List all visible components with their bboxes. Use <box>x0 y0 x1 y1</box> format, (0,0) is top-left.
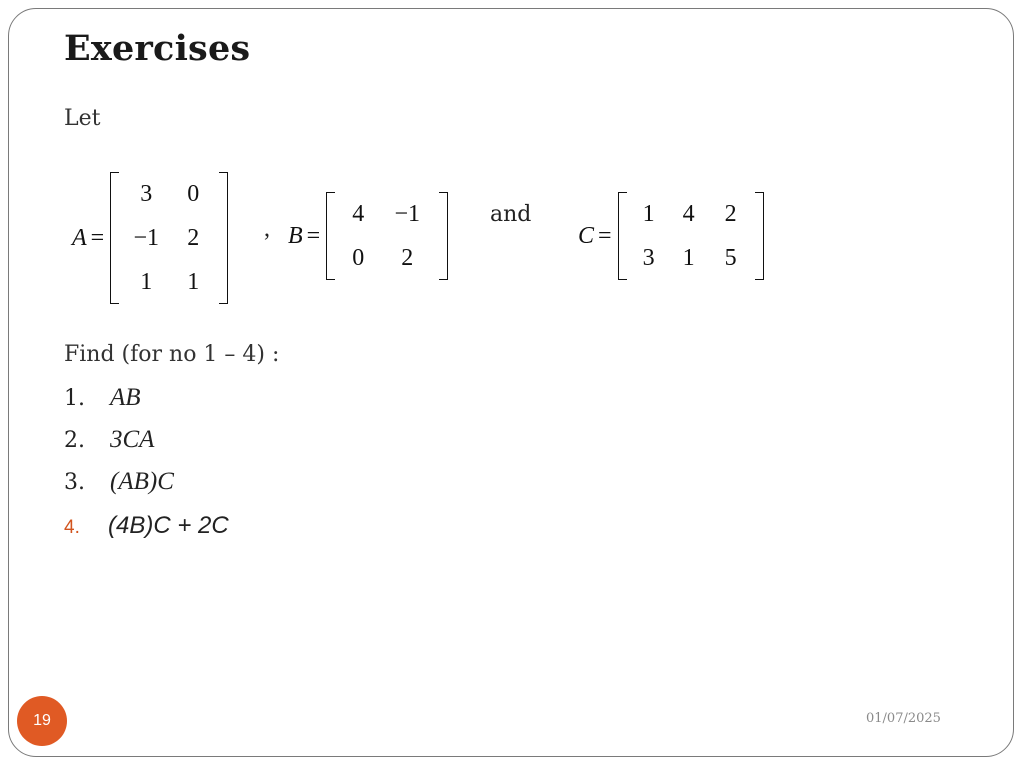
question-item <box>64 426 154 454</box>
matrix-c <box>618 192 764 280</box>
matrix-c-name: C <box>578 222 595 249</box>
matrix-c-equation <box>578 192 764 280</box>
question-number: 3. <box>64 470 85 495</box>
matrix-b-cell: 0 <box>352 245 365 271</box>
matrix-b-cell: 4 <box>352 201 365 227</box>
matrix-b-equation <box>288 192 448 280</box>
slide-frame <box>8 8 1014 757</box>
matrix-a-equation <box>72 172 228 304</box>
matrix-a-cell: 2 <box>187 225 200 251</box>
question-item <box>64 384 141 412</box>
and-word: and <box>490 202 532 227</box>
matrix-c-cell: 1 <box>642 201 655 227</box>
matrix-c-cell: 1 <box>682 245 695 271</box>
matrix-b-cell: −1 <box>394 201 420 227</box>
matrix-c-cell: 2 <box>724 201 737 227</box>
matrix-b <box>326 192 448 280</box>
matrix-a-cell: 1 <box>140 269 153 295</box>
matrix-a-name: A <box>72 224 87 251</box>
question-expression: AB <box>110 384 141 411</box>
question-number: 4. <box>64 517 80 538</box>
question-expression: 3CA <box>110 426 155 453</box>
matrix-a-cell: −1 <box>133 225 159 251</box>
page-number-badge: 19 <box>17 696 67 746</box>
question-expression: (4B)C + 2C <box>108 512 229 539</box>
intro-text: Let <box>64 106 101 131</box>
find-prompt: Find (for no 1 – 4) : <box>64 342 280 367</box>
equals-sign: = <box>598 222 612 249</box>
separator-comma: , <box>264 216 270 242</box>
matrix-b-cell: 2 <box>401 245 414 271</box>
slide-date: 01/07/2025 <box>866 711 941 726</box>
matrix-a-cell: 3 <box>140 181 153 207</box>
matrix-c-cell: 5 <box>724 245 737 271</box>
slide-title: Exercises <box>64 28 251 69</box>
question-expression: (AB)C <box>110 468 174 495</box>
question-item <box>64 468 174 496</box>
equals-sign: = <box>90 224 105 251</box>
question-number: 2. <box>64 428 85 453</box>
question-number: 1. <box>64 386 85 411</box>
matrix-a-cell: 0 <box>187 181 200 207</box>
matrix-a <box>110 172 228 304</box>
matrix-b-name: B <box>288 222 303 249</box>
matrix-c-cell: 4 <box>682 201 695 227</box>
matrix-c-cell: 3 <box>642 245 655 271</box>
matrix-a-cell: 1 <box>187 269 200 295</box>
equals-sign: = <box>306 222 321 249</box>
question-item <box>64 512 229 540</box>
